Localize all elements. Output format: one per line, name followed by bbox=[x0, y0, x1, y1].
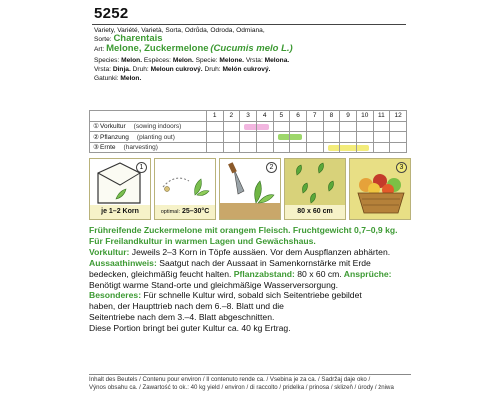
intro-line-2: Für Freilandkultur in warmen Lagen und Gewächshaus. bbox=[89, 235, 316, 246]
vorkultur-label: Vorkultur: bbox=[89, 246, 130, 257]
intro-line-1: Frühreifende Zuckermelone mit orangem Fleisch. Fruchtgewicht 0,7–0,9 kg. bbox=[89, 225, 398, 235]
ansprueche-line: Benötigt warme Stand-orte und gleichmäßige Wasserversorgung. bbox=[89, 279, 339, 290]
pictogram-strip bbox=[89, 158, 409, 220]
calendar-cell bbox=[273, 142, 290, 153]
calendar-cell bbox=[323, 121, 340, 132]
step-number-icon: ③ bbox=[93, 144, 99, 152]
species-value-4: Melona. bbox=[264, 57, 290, 64]
calendar-cell bbox=[240, 132, 257, 143]
sorte-label: Sorte: bbox=[94, 36, 112, 43]
art-latin: (Cucumis melo L.) bbox=[210, 43, 293, 54]
footer-line-1: Inhalt des Beutels / Contenu pour environ / Il contenuto rende ca. / Vsebina je za ca. / Sadržaj daje oko / bbox=[89, 376, 371, 383]
vrsta-value-2: Meloun cukrový. bbox=[150, 66, 203, 73]
step-badge-2: 2 bbox=[266, 162, 277, 173]
calendar-cell bbox=[390, 142, 407, 153]
calendar-cell bbox=[290, 132, 307, 143]
footer-divider bbox=[89, 374, 411, 375]
calendar-row-label bbox=[90, 142, 207, 153]
vrsta-label-1: Vrsta: bbox=[94, 66, 111, 73]
month-10: 10 bbox=[356, 111, 373, 122]
calendar-row-3 bbox=[90, 142, 407, 153]
calendar-period-bar bbox=[357, 145, 369, 151]
calendar-cell bbox=[240, 142, 257, 153]
sorte-value: Charentais bbox=[113, 33, 163, 44]
calendar-period-bar bbox=[340, 145, 356, 151]
art-line bbox=[94, 45, 414, 55]
species-value-2: Melon. bbox=[172, 57, 194, 64]
footer bbox=[89, 376, 411, 392]
calendar-row-translation: (harvesting) bbox=[123, 144, 158, 152]
vrsta-label-2: Druh: bbox=[132, 66, 149, 73]
calendar-row-name: Pflanzung bbox=[100, 133, 129, 141]
besonderes-text: Für schnelle Kultur wird, sobald sich Seitentriebe gebildet bbox=[141, 290, 362, 301]
calendar-row-label bbox=[90, 121, 207, 132]
month-6: 6 bbox=[290, 111, 307, 122]
calendar-row-2 bbox=[90, 132, 407, 143]
calendar-corner bbox=[90, 111, 207, 122]
vrsta-label-3: Druh: bbox=[204, 66, 221, 73]
calendar-cell bbox=[290, 142, 307, 153]
calendar-cell bbox=[256, 121, 273, 132]
calendar-cell bbox=[373, 132, 390, 143]
species-label-4: Vrsta: bbox=[245, 57, 263, 64]
calendar-cell bbox=[223, 142, 240, 153]
pflanzabstand-label: Pflanzabstand: bbox=[231, 268, 295, 279]
month-4: 4 bbox=[256, 111, 273, 122]
calendar-month-row bbox=[90, 111, 407, 122]
calendar-cell bbox=[306, 121, 323, 132]
calendar-cell bbox=[206, 121, 223, 132]
calendar-cell bbox=[356, 121, 373, 132]
sowing-caption: je 1–2 Korn bbox=[90, 205, 150, 219]
besonderes-label: Besonderes: bbox=[89, 290, 142, 301]
sowing-calendar bbox=[89, 110, 407, 153]
pflanzabstand-text: 80 x 60 cm. bbox=[294, 268, 342, 279]
species-value-3: Melone. bbox=[219, 57, 244, 64]
gatunki-value: Melon. bbox=[120, 75, 142, 82]
month-9: 9 bbox=[340, 111, 357, 122]
gatunki-label: Gatunki: bbox=[94, 75, 119, 82]
calendar-cell bbox=[323, 142, 340, 153]
calendar-cell bbox=[340, 132, 357, 143]
art-value: Melone, Zuckermelone bbox=[106, 43, 209, 54]
month-11: 11 bbox=[373, 111, 390, 122]
optimal-label: optimal: bbox=[160, 209, 180, 215]
calendar-row-name: Ernte bbox=[100, 144, 116, 152]
calendar-cell bbox=[340, 142, 357, 153]
aussaat-line bbox=[89, 258, 411, 269]
calendar-cell bbox=[256, 142, 273, 153]
aussaat-label: Aussaathinweis: bbox=[89, 257, 157, 268]
vrsta-value-3: Melón cukrový. bbox=[222, 66, 271, 73]
germination-tile bbox=[154, 158, 216, 220]
sowing-tile bbox=[89, 158, 151, 220]
ansprueche-label: Ansprüche: bbox=[341, 268, 392, 279]
vorkultur-line bbox=[89, 247, 411, 258]
calendar-cell bbox=[390, 121, 407, 132]
calendar-row-1 bbox=[90, 121, 407, 132]
aussaat-text: Saatgut nach der Aussaat in Samenkornstärke mit Erde bbox=[156, 257, 371, 268]
product-description bbox=[89, 225, 411, 334]
planting-tile bbox=[219, 158, 281, 220]
calendar-cell bbox=[206, 132, 223, 143]
calendar-row-label bbox=[90, 132, 207, 143]
temperature-value: 25–30°C bbox=[181, 208, 210, 215]
plant-spacing-icon bbox=[285, 159, 346, 207]
calendar-cell bbox=[323, 132, 340, 143]
step-badge-3: 3 bbox=[396, 162, 407, 173]
product-code: 5252 bbox=[94, 5, 129, 22]
calendar-cell bbox=[223, 121, 240, 132]
species-label-1: Species: bbox=[94, 57, 120, 64]
calendar-cell bbox=[273, 121, 290, 132]
calendar-period-bar bbox=[244, 124, 256, 130]
calendar-cell bbox=[273, 132, 290, 143]
species-label-3: Specie: bbox=[195, 57, 218, 64]
germination-caption bbox=[155, 205, 215, 219]
vorkultur-text: Jeweils 2–3 Korn in Töpfe aussäen. Vor dem Auspflanzen abhärten. bbox=[129, 246, 391, 257]
species-line bbox=[94, 57, 414, 66]
calendar-row-translation: (planting out) bbox=[136, 133, 175, 141]
calendar-cell bbox=[356, 142, 373, 153]
spacing-caption: 80 x 60 cm bbox=[285, 205, 345, 219]
calendar-cell bbox=[206, 142, 223, 153]
aussaat-text-2: bedecken, gleichmäßig feucht halten. bbox=[89, 268, 232, 279]
calendar-period-bar bbox=[328, 145, 340, 151]
calendar-cell bbox=[373, 121, 390, 132]
species-label-2: Espèces: bbox=[143, 57, 171, 64]
calendar-cell bbox=[290, 121, 307, 132]
calendar-period-bar bbox=[257, 124, 269, 130]
calendar-cell bbox=[256, 132, 273, 143]
species-value-1: Melon. bbox=[121, 57, 143, 64]
header-divider bbox=[92, 24, 406, 25]
step-number-icon: ② bbox=[93, 133, 99, 141]
month-3: 3 bbox=[240, 111, 257, 122]
month-7: 7 bbox=[306, 111, 323, 122]
step-number-icon: ① bbox=[93, 123, 99, 131]
month-8: 8 bbox=[323, 111, 340, 122]
gatunki-line bbox=[94, 75, 414, 84]
calendar-cell bbox=[356, 132, 373, 143]
footer-line-2: Výnos obsahu ca. / Zawartość to ok.: 40 kg yield / environ / di raccolto / pridelka / prinosa / sklizeň / úrody / żniwa bbox=[89, 384, 394, 392]
vrsta-value-1: Dinja. bbox=[112, 66, 131, 73]
month-1: 1 bbox=[206, 111, 223, 122]
art-label: Art: bbox=[94, 46, 105, 53]
aussaat-line-2 bbox=[89, 269, 411, 280]
calendar-cell bbox=[373, 142, 390, 153]
month-2: 2 bbox=[223, 111, 240, 122]
calendar-period-bar bbox=[290, 134, 302, 140]
calendar-cell bbox=[240, 121, 257, 132]
variety-labels: Variety, Variété, Varietà, Sorta, Odrůda, Odroda, Odmiana, bbox=[94, 27, 265, 34]
spacing-tile bbox=[284, 158, 346, 220]
besonderes-line-2: haben, der Haupttrieb nach dem 6.–8. Blatt und die bbox=[89, 301, 284, 312]
month-12: 12 bbox=[390, 111, 407, 122]
month-5: 5 bbox=[273, 111, 290, 122]
calendar-cell bbox=[223, 132, 240, 143]
harvest-tile bbox=[349, 158, 411, 220]
besonderes-line bbox=[89, 290, 411, 301]
calendar-cell bbox=[340, 121, 357, 132]
calendar-cell bbox=[306, 132, 323, 143]
germination-icon bbox=[155, 159, 216, 207]
calendar-period-bar bbox=[278, 134, 290, 140]
vrsta-line bbox=[94, 66, 414, 75]
calendar-cell bbox=[306, 142, 323, 153]
calendar-cell bbox=[390, 132, 407, 143]
step-badge-1: 1 bbox=[136, 162, 147, 173]
yield-line: Diese Portion bringt bei guter Kultur ca. 40 kg Ertrag. bbox=[89, 323, 291, 334]
calendar-row-name: Vorkultur bbox=[100, 123, 126, 131]
besonderes-line-3: Seitentriebe nach dem 3.–4. Blatt abgeschnitten. bbox=[89, 312, 275, 323]
calendar-row-translation: (sowing indoors) bbox=[133, 123, 182, 131]
